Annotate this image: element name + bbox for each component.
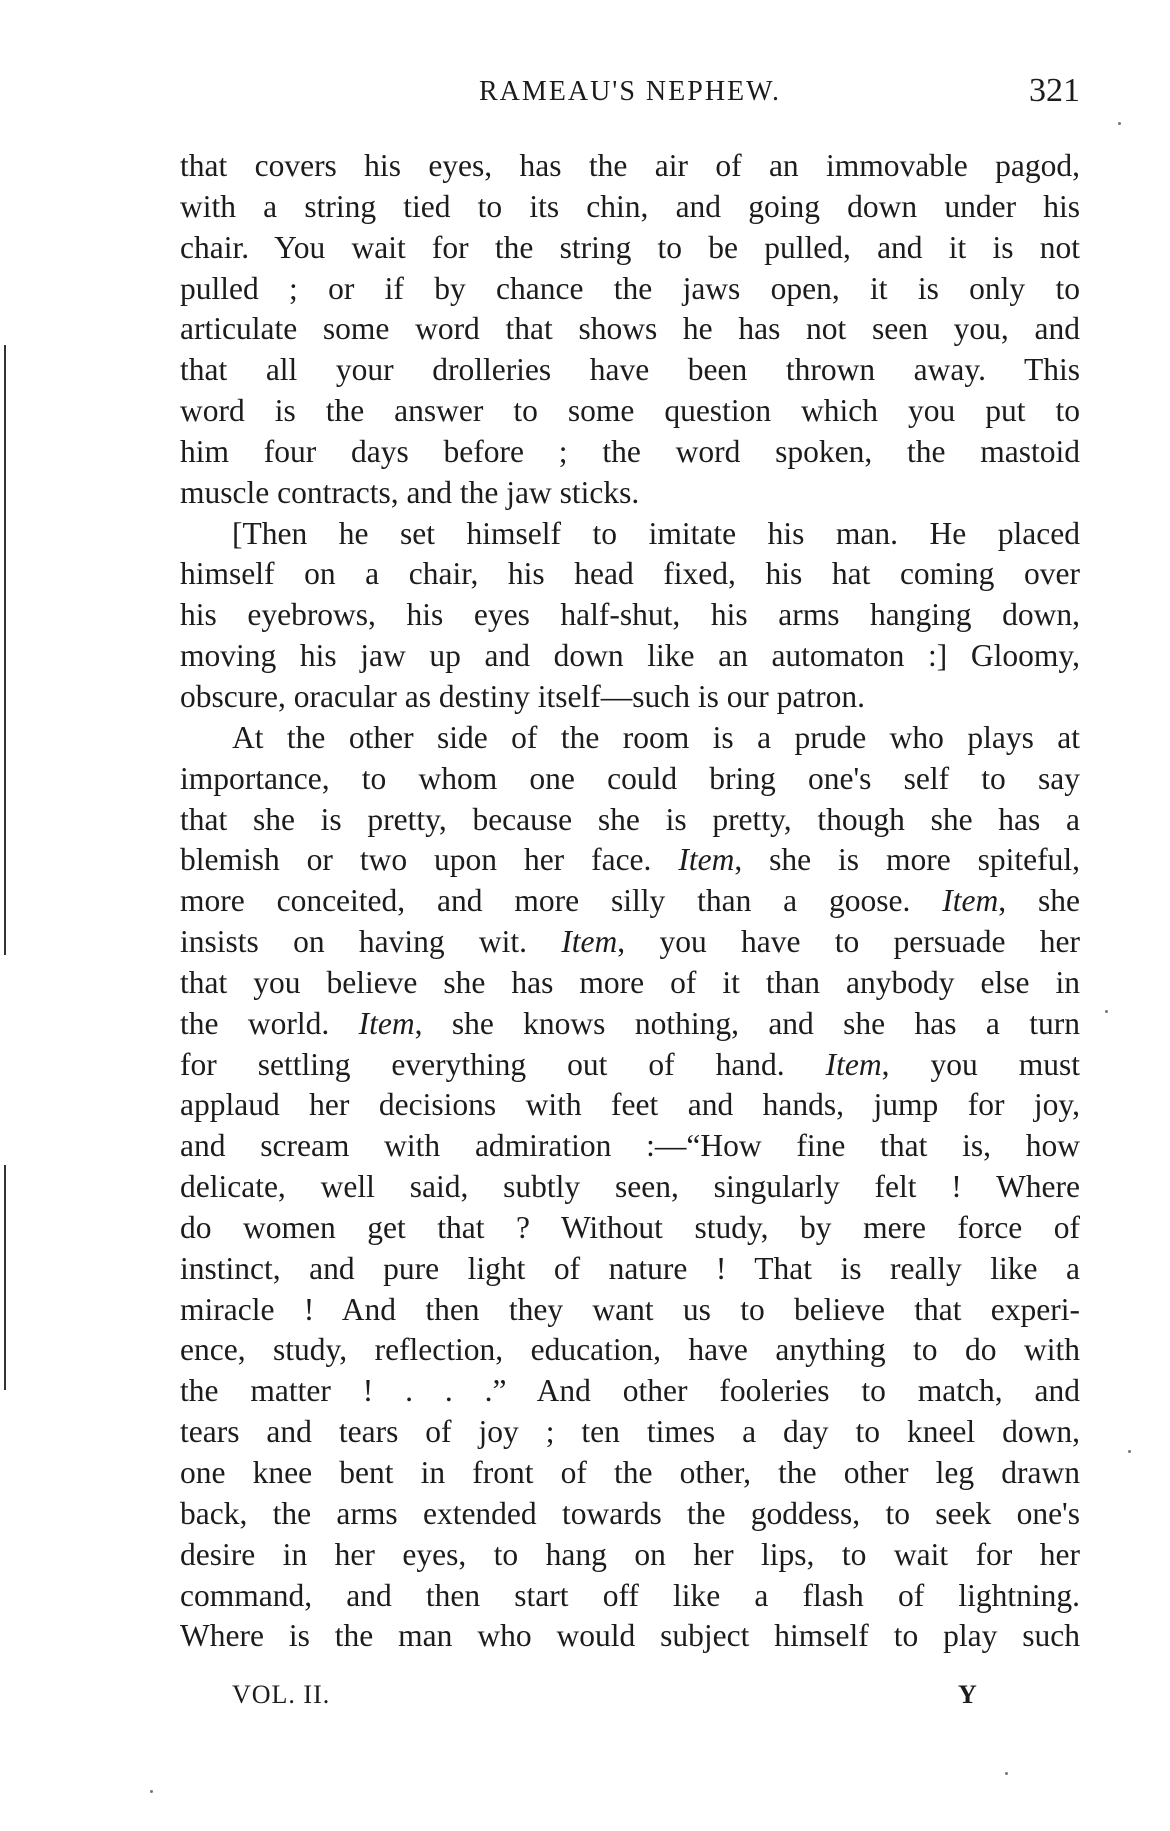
- text-line: word is the answer to some question which you put to: [180, 393, 1080, 429]
- paper-speck: [1005, 1772, 1008, 1775]
- margin-rule-upper: [4, 345, 6, 955]
- text-line: pulled ; or if by chance the jaws open, it is only to: [180, 270, 1080, 306]
- running-title: RAMEAU'S NEPHEW.: [478, 76, 782, 107]
- text-line: miracle ! And then they want us to believe that experi-: [180, 1291, 1080, 1327]
- text-line: that covers his eyes, has the air of an immovable pagod,: [180, 148, 1080, 183]
- text-line: him four days before ; the word spoken, the mastoid: [180, 433, 1080, 469]
- text-line: one knee bent in front of the other, the other leg drawn: [180, 1455, 1080, 1490]
- text-line: obscure, oracular as destiny itself—such is our patron.: [180, 678, 865, 714]
- text-line: back, the arms extended towards the goddess, to seek one's: [180, 1495, 1080, 1531]
- text-line: delicate, well said, subtly seen, singularly felt ! Where: [180, 1169, 1080, 1205]
- text-line: himself on a chair, his head fixed, his hat coming over: [180, 556, 1080, 592]
- text-line: with a string tied to its chin, and going down under his: [180, 188, 1080, 224]
- text-line: [Then he set himself to imitate his man. He placed: [232, 515, 1080, 551]
- text-line: for settling everything out of hand. Item, you must: [180, 1046, 1081, 1082]
- paper-speck: [1118, 122, 1121, 125]
- page-number: 321: [1029, 72, 1080, 109]
- body-text: [180, 146, 1080, 1657]
- paper-speck: [150, 1790, 153, 1793]
- text-line: moving his jaw up and down like an automaton :] Gloomy,: [180, 638, 1080, 674]
- paper-speck: [1128, 1450, 1131, 1453]
- text-line: Where is the man who would subject himself to play such: [180, 1618, 1080, 1654]
- text-line: the matter ! . . .” And other fooleries to match, and: [180, 1373, 1080, 1409]
- text-line: tears and tears of joy ; ten times a day to kneel down,: [180, 1414, 1080, 1450]
- text-line: importance, to whom one could bring one's self to say: [180, 760, 1080, 796]
- text-line: desire in her eyes, to hang on her lips, to wait for her: [180, 1536, 1080, 1572]
- text-line: that all your drolleries have been thrown away. This: [180, 352, 1080, 388]
- text-line: instinct, and pure light of nature ! That is really like a: [180, 1250, 1080, 1286]
- text-line: more conceited, and more silly than a goose. Item, she: [180, 883, 1080, 919]
- volume-mark: VOL. II.: [232, 1680, 331, 1709]
- text-line: and scream with admiration :—“How fine that is, how: [180, 1128, 1080, 1164]
- text-line: his eyebrows, his eyes half-shut, his arms hanging down,: [180, 597, 1080, 633]
- margin-rule-lower: [4, 1165, 6, 1390]
- text-line: insists on having wit. Item, you have to persuade her: [180, 924, 1080, 960]
- text-line: articulate some word that shows he has not seen you, and: [180, 311, 1080, 347]
- signature-mark: Y: [958, 1680, 978, 1709]
- text-line: muscle contracts, and the jaw sticks.: [180, 474, 640, 510]
- running-head: [180, 72, 1080, 116]
- text-line: the world. Item, she knows nothing, and she has a turn: [180, 1005, 1080, 1041]
- text-line: applaud her decisions with feet and hands, jump for joy,: [180, 1087, 1080, 1123]
- text-line: command, and then start off like a flash of lightning.: [180, 1577, 1080, 1613]
- text-line: ence, study, reflection, education, have anything to do with: [180, 1332, 1080, 1368]
- text-line: At the other side of the room is a prude who plays at: [232, 719, 1080, 755]
- paper-speck: [1105, 1010, 1108, 1013]
- text-line: do women get that ? Without study, by mere force of: [180, 1209, 1080, 1245]
- text-line: that she is pretty, because she is pretty, though she has a: [180, 801, 1080, 837]
- text-line: blemish or two upon her face. Item, she is more spiteful,: [180, 842, 1080, 878]
- text-line: that you believe she has more of it than anybody else in: [180, 964, 1080, 1000]
- text-line: chair. You wait for the string to be pulled, and it is not: [180, 229, 1080, 265]
